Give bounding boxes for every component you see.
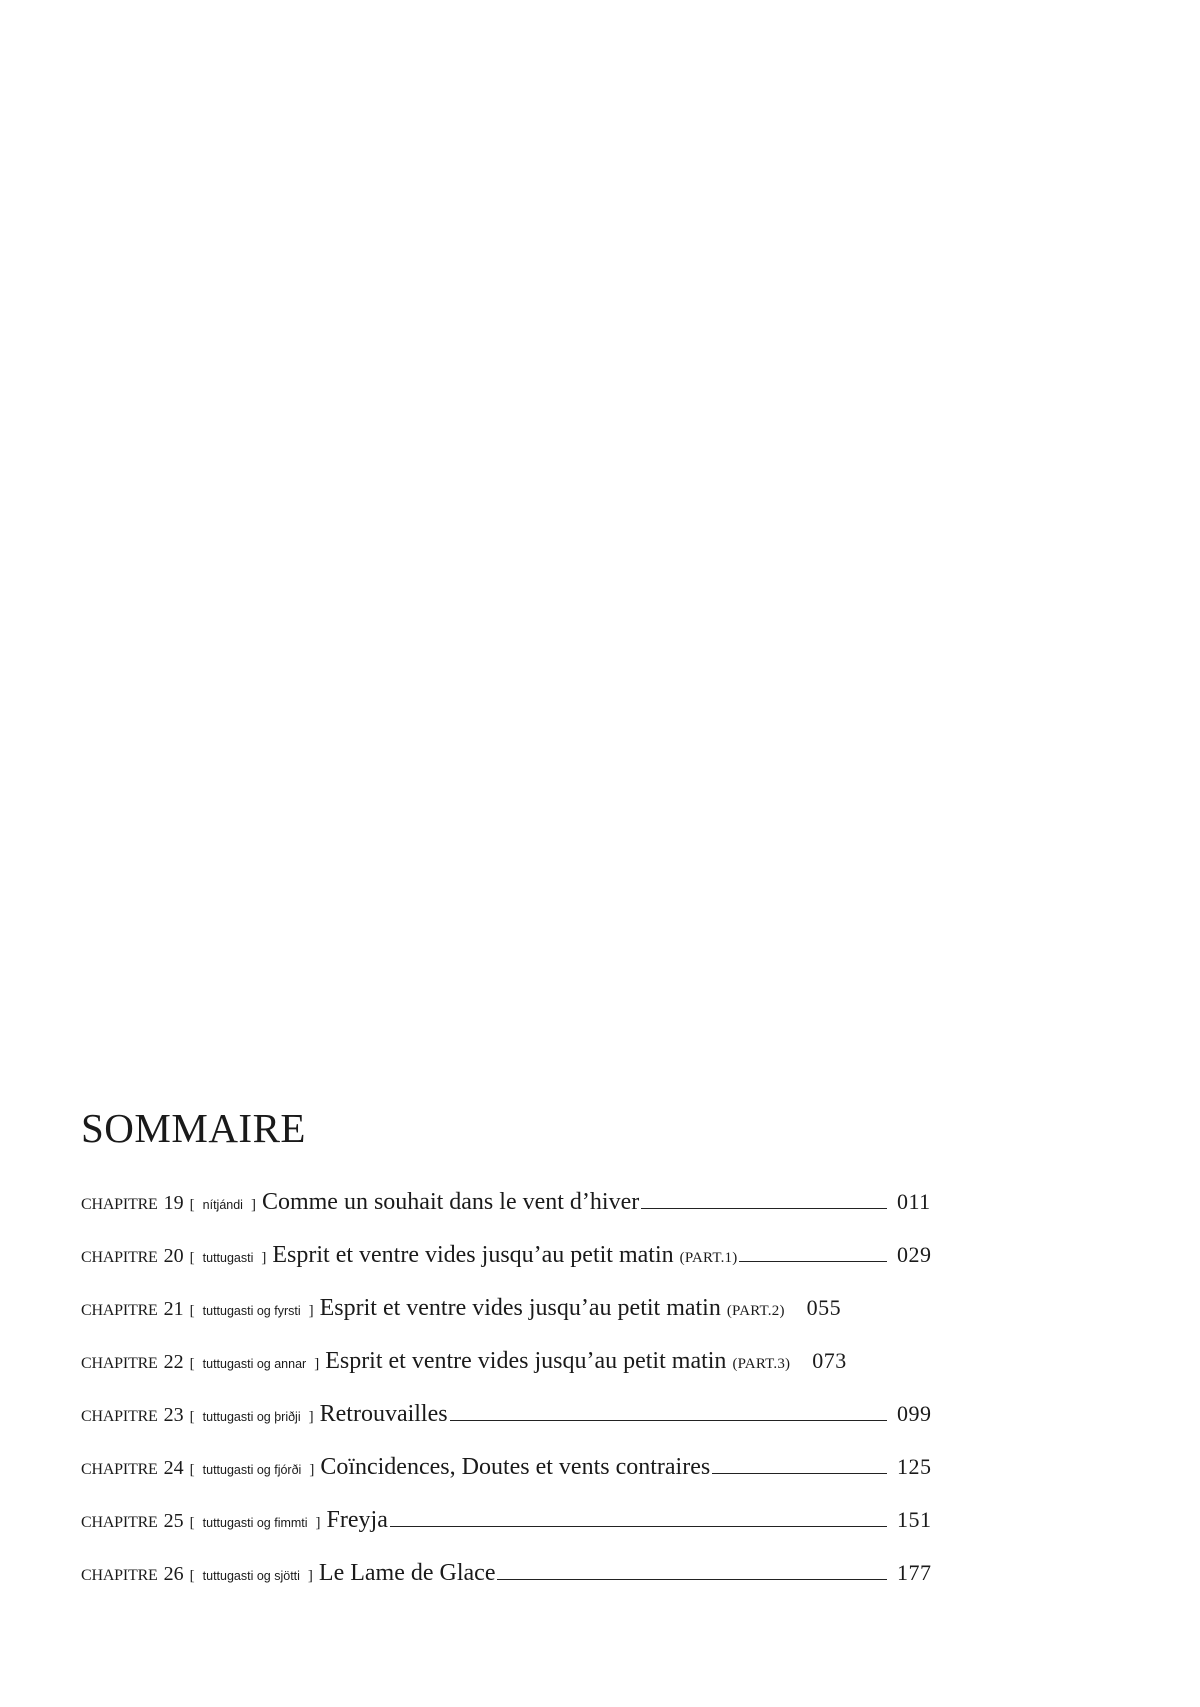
close-bracket: ]: [308, 1409, 314, 1425]
page-number: 055: [806, 1295, 842, 1320]
norse-ordinal: tuttugasti og fyrsti: [202, 1304, 301, 1318]
open-bracket: [: [189, 1568, 195, 1584]
chapter-label: CHAPITRE: [81, 1514, 158, 1531]
open-bracket: [: [189, 1462, 195, 1478]
toc-entry: [81, 1454, 941, 1507]
page-number: 029: [897, 1242, 932, 1267]
chapter-number: 26: [163, 1563, 184, 1585]
chapter-number: 19: [163, 1192, 184, 1214]
chapter-title-text: Esprit et ventre vides jusqu’au petit matin: [319, 1295, 727, 1321]
close-bracket: ]: [314, 1356, 320, 1372]
leader-line: [739, 1261, 887, 1262]
chapter-title: [319, 1560, 496, 1587]
close-bracket: ]: [250, 1197, 256, 1213]
chapter-number: 20: [163, 1245, 184, 1267]
open-bracket: [: [189, 1515, 195, 1531]
leader-line: [497, 1579, 887, 1580]
chapter-number: 25: [163, 1510, 184, 1532]
chapter-title-text: Le Lame de Glace: [318, 1560, 496, 1586]
norse-ordinal: tuttugasti og annar: [202, 1357, 307, 1371]
chapter-part: (PART.2): [726, 1303, 785, 1319]
toc-entry: [81, 1189, 941, 1242]
toc-entry: [81, 1242, 941, 1295]
toc-entries: [81, 1189, 941, 1613]
chapter-number: 23: [163, 1404, 184, 1426]
open-bracket: [: [189, 1303, 195, 1319]
leader-line: [450, 1420, 887, 1421]
close-bracket: ]: [307, 1568, 313, 1584]
norse-ordinal: tuttugasti og þriðji: [202, 1410, 301, 1424]
norse-ordinal: tuttugasti og fjórði: [202, 1463, 302, 1477]
chapter-title-text: Esprit et ventre vides jusqu’au petit matin: [272, 1242, 680, 1268]
leader-line: [712, 1473, 887, 1474]
chapter-title-text: Comme un souhait dans le vent d’hiver: [261, 1189, 640, 1215]
chapter-label: CHAPITRE: [81, 1249, 158, 1266]
chapter-part: (PART.1): [679, 1250, 738, 1266]
norse-ordinal: nítjándi: [202, 1198, 243, 1212]
page-number: 099: [897, 1401, 932, 1426]
chapter-number: 22: [163, 1351, 184, 1373]
toc-entry: [81, 1348, 941, 1401]
page-number: 073: [812, 1348, 847, 1373]
norse-ordinal: tuttugasti og fimmti: [202, 1516, 308, 1530]
chapter-label: CHAPITRE: [81, 1408, 158, 1425]
norse-ordinal: tuttugasti: [202, 1251, 254, 1265]
toc-entry: [81, 1401, 941, 1454]
chapter-title: [272, 1242, 737, 1269]
chapter-title: [327, 1507, 388, 1534]
chapter-title-text: Retrouvailles: [319, 1401, 448, 1427]
open-bracket: [: [189, 1250, 195, 1266]
open-bracket: [: [189, 1197, 195, 1213]
chapter-title: [320, 1295, 785, 1322]
toc-title: SOMMAIRE: [81, 1105, 306, 1151]
chapter-label: CHAPITRE: [81, 1355, 158, 1372]
close-bracket: ]: [308, 1303, 314, 1319]
chapter-title: [262, 1189, 639, 1216]
chapter-title: [320, 1454, 710, 1481]
chapter-title-text: Esprit et ventre vides jusqu’au petit matin: [325, 1348, 733, 1374]
open-bracket: [: [189, 1356, 195, 1372]
page-number: 177: [897, 1560, 932, 1585]
toc-entry: [81, 1507, 941, 1560]
leader-line: [641, 1208, 887, 1209]
norse-ordinal: tuttugasti og sjötti: [202, 1569, 300, 1583]
close-bracket: ]: [309, 1462, 315, 1478]
chapter-label: CHAPITRE: [81, 1461, 158, 1478]
chapter-part: (PART.3): [732, 1356, 791, 1372]
chapter-label: CHAPITRE: [81, 1196, 158, 1213]
chapter-number: 24: [163, 1457, 184, 1479]
close-bracket: ]: [315, 1515, 321, 1531]
toc-entry: [81, 1560, 941, 1613]
chapter-label: CHAPITRE: [81, 1567, 158, 1584]
table-of-contents: [81, 1105, 941, 1613]
chapter-title: [320, 1401, 448, 1428]
page-number: 125: [897, 1454, 932, 1479]
close-bracket: ]: [261, 1250, 267, 1266]
chapter-title-text: Coïncidences, Doutes et vents contraires: [320, 1454, 711, 1480]
leader-line: [390, 1526, 887, 1527]
toc-entry: [81, 1295, 941, 1348]
chapter-label: CHAPITRE: [81, 1302, 158, 1319]
chapter-title: [325, 1348, 790, 1375]
chapter-title-text: Freyja: [326, 1507, 388, 1533]
page-number: 011: [897, 1189, 931, 1214]
open-bracket: [: [189, 1409, 195, 1425]
page-number: 151: [897, 1507, 932, 1532]
chapter-number: 21: [163, 1298, 184, 1320]
